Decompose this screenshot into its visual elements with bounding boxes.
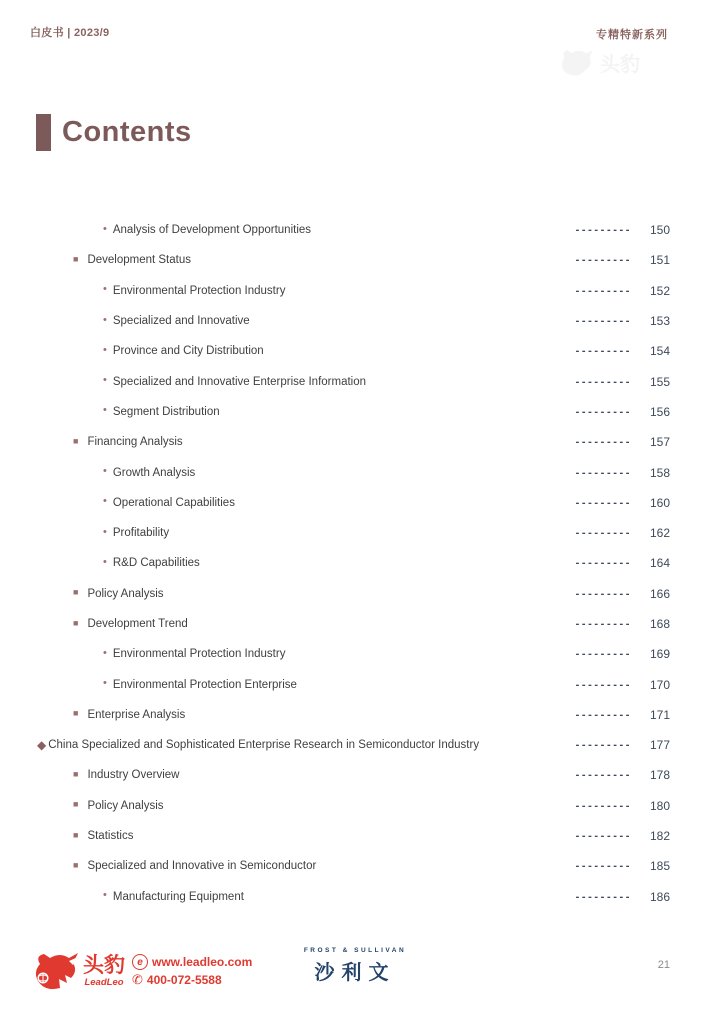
toc-entry-label: Analysis of Development Opportunities — [112, 224, 312, 237]
globe-e-icon: e — [132, 954, 148, 970]
toc-dot-leader: --------- — [575, 315, 632, 328]
toc-row[interactable] — [0, 276, 710, 306]
toc-entry-label: Policy Analysis — [87, 799, 164, 812]
toc-entry-label: Environmental Protection Industry — [112, 284, 286, 297]
toc-entry-label: Development Trend — [87, 618, 188, 630]
dot-bullet-icon: • — [103, 283, 107, 296]
toc-row[interactable] — [0, 791, 710, 821]
toc-entry-label: R&D Capabilities — [112, 557, 200, 570]
toc-entry-label: Operational Capabilities — [112, 496, 235, 509]
toc-dot-leader: --------- — [575, 799, 632, 812]
toc-row[interactable] — [0, 245, 710, 275]
toc-page-number: 157 — [649, 435, 670, 450]
toc-page-number: 166 — [649, 586, 670, 601]
toc-dot-leader: --------- — [575, 436, 632, 449]
toc-dot-leader: --------- — [575, 618, 632, 630]
dot-bullet-icon: • — [103, 222, 107, 235]
toc-page-number: 150 — [649, 223, 670, 238]
toc-dot-leader: --------- — [575, 890, 632, 903]
toc-entry-label: Policy Analysis — [87, 587, 164, 600]
toc-row[interactable] — [0, 730, 710, 760]
toc-page-number: 152 — [649, 283, 670, 298]
page-number: 21 — [657, 959, 670, 971]
leadleo-watermark — [560, 42, 670, 82]
toc-page-number: 153 — [649, 314, 670, 329]
toc-page-number: 177 — [649, 738, 670, 753]
toc-row[interactable] — [0, 457, 710, 487]
phone-number: 400-072-5588 — [146, 973, 222, 987]
toc-entry-label: Manufacturing Equipment — [112, 890, 244, 903]
dot-bullet-icon: • — [103, 555, 107, 568]
toc-dot-leader: --------- — [575, 527, 632, 540]
frost-sullivan-cn: 沙利文 — [314, 962, 396, 984]
frost-sullivan-en: FROST & SULLIVAN — [303, 947, 407, 954]
square-bullet-icon: ■ — [73, 435, 79, 446]
toc-row[interactable] — [0, 488, 710, 518]
toc-page-number: 154 — [649, 344, 670, 359]
toc-entry-label: Statistics — [87, 830, 134, 843]
toc-page-number: 178 — [649, 768, 670, 783]
toc-row[interactable] — [0, 669, 710, 699]
toc-row[interactable] — [0, 821, 710, 851]
toc-row[interactable] — [0, 215, 710, 245]
square-bullet-icon: ■ — [73, 253, 79, 264]
toc-dot-leader: --------- — [575, 678, 632, 691]
toc-row[interactable] — [0, 609, 710, 639]
toc-dot-leader: --------- — [575, 496, 632, 509]
frost-sullivan-logo — [0, 947, 710, 985]
toc-entry-label: Industry Overview — [87, 769, 180, 782]
toc-entry-label: Environmental Protection Enterprise — [112, 678, 297, 691]
watermark-text: 头豹 — [600, 53, 640, 76]
toc-row[interactable] — [0, 579, 710, 609]
toc-page-number: 158 — [649, 465, 670, 480]
toc-row[interactable] — [0, 639, 710, 669]
dot-bullet-icon: • — [103, 677, 107, 690]
title-accent-bar — [36, 114, 51, 151]
square-bullet-icon: ■ — [73, 859, 79, 870]
table-of-contents — [0, 215, 710, 912]
dot-bullet-icon: • — [103, 495, 107, 508]
toc-page-number: 164 — [649, 556, 670, 571]
toc-page-number: 168 — [649, 617, 670, 631]
toc-page-number: 182 — [649, 829, 670, 844]
leadleo-name-en: LeadLeo — [84, 976, 124, 988]
toc-dot-leader: --------- — [575, 466, 632, 479]
toc-entry-label: Growth Analysis — [112, 466, 196, 479]
toc-entry-label: Environmental Protection Industry — [112, 648, 286, 661]
toc-page-number: 162 — [649, 526, 670, 541]
toc-row[interactable] — [0, 427, 710, 457]
dot-bullet-icon: • — [103, 465, 107, 478]
toc-row[interactable] — [0, 306, 710, 336]
toc-row[interactable] — [0, 518, 710, 548]
leopard-watermark-icon — [560, 47, 594, 77]
toc-entry-label: Province and City Distribution — [112, 345, 264, 358]
toc-entry-label: Financing Analysis — [87, 436, 183, 449]
toc-dot-leader: --------- — [575, 557, 632, 570]
toc-page-number: 171 — [649, 707, 670, 722]
toc-dot-leader: --------- — [575, 708, 632, 721]
toc-page-number: 156 — [649, 404, 670, 419]
toc-row[interactable] — [0, 336, 710, 366]
toc-page-number: 170 — [649, 677, 670, 692]
dot-bullet-icon: • — [103, 343, 107, 356]
toc-entry-label: Enterprise Analysis — [87, 708, 186, 721]
dot-bullet-icon: • — [103, 374, 107, 387]
toc-dot-leader: --------- — [575, 224, 632, 237]
phone-icon: ✆ — [132, 972, 143, 987]
toc-row[interactable] — [0, 397, 710, 427]
toc-entry-label: Development Status — [87, 254, 191, 267]
footer — [0, 945, 710, 1015]
toc-dot-leader: --------- — [575, 375, 632, 388]
square-bullet-icon: ■ — [73, 768, 79, 779]
header-doc-type: 白皮书 | 2023/9 — [30, 27, 110, 39]
toc-dot-leader: --------- — [575, 769, 632, 782]
toc-entry-label: Profitability — [112, 527, 170, 540]
toc-entry-label: China Specialized and Sophisticated Enterprise Research in Semiconductor Industry — [48, 739, 480, 752]
square-bullet-icon: ■ — [73, 617, 79, 628]
square-bullet-icon: ■ — [73, 829, 79, 840]
toc-dot-leader: --------- — [575, 587, 632, 600]
toc-dot-leader: --------- — [575, 345, 632, 358]
dot-bullet-icon: • — [103, 646, 107, 659]
toc-page-number: 169 — [649, 647, 670, 662]
dot-bullet-icon: • — [103, 889, 107, 902]
toc-page-number: 180 — [649, 798, 670, 813]
toc-page-number: 160 — [649, 495, 670, 510]
toc-dot-leader: --------- — [575, 648, 632, 661]
square-bullet-icon: ■ — [73, 587, 79, 598]
toc-row[interactable] — [0, 366, 710, 396]
website-text: www.leadleo.com — [152, 955, 253, 969]
square-bullet-icon: ■ — [73, 799, 79, 810]
toc-page-number: 186 — [649, 889, 670, 904]
toc-entry-label: Specialized and Innovative in Semiconductor — [87, 860, 317, 873]
toc-row[interactable] — [0, 851, 710, 881]
toc-page-number: 185 — [649, 859, 670, 874]
toc-dot-leader: --------- — [575, 830, 632, 843]
toc-page-number: 151 — [649, 253, 670, 268]
dot-bullet-icon: • — [103, 404, 107, 417]
contents-title-block — [36, 114, 192, 151]
page-title: Contents — [62, 116, 192, 148]
toc-dot-leader: --------- — [575, 739, 632, 752]
toc-entry-label: Specialized and Innovative — [112, 315, 250, 328]
toc-dot-leader: --------- — [575, 284, 632, 297]
toc-row[interactable] — [0, 882, 710, 912]
toc-page-number: 155 — [649, 374, 670, 389]
toc-entry-label: Specialized and Innovative Enterprise Information — [112, 375, 367, 388]
toc-dot-leader: --------- — [575, 860, 632, 873]
header-series-label: 专精特新系列 — [596, 29, 668, 41]
square-bullet-icon: ■ — [73, 708, 79, 719]
toc-entry-label: Segment Distribution — [112, 405, 220, 418]
toc-row[interactable] — [0, 760, 710, 790]
toc-dot-leader: --------- — [575, 405, 632, 418]
diamond-bullet-icon: ◆ — [37, 738, 47, 753]
toc-row[interactable] — [0, 700, 710, 730]
leadleo-name-cn: 头豹 — [83, 953, 125, 977]
toc-row[interactable] — [0, 548, 710, 578]
toc-dot-leader: --------- — [575, 254, 632, 267]
dot-bullet-icon: • — [103, 313, 107, 326]
dot-bullet-icon: • — [103, 525, 107, 538]
